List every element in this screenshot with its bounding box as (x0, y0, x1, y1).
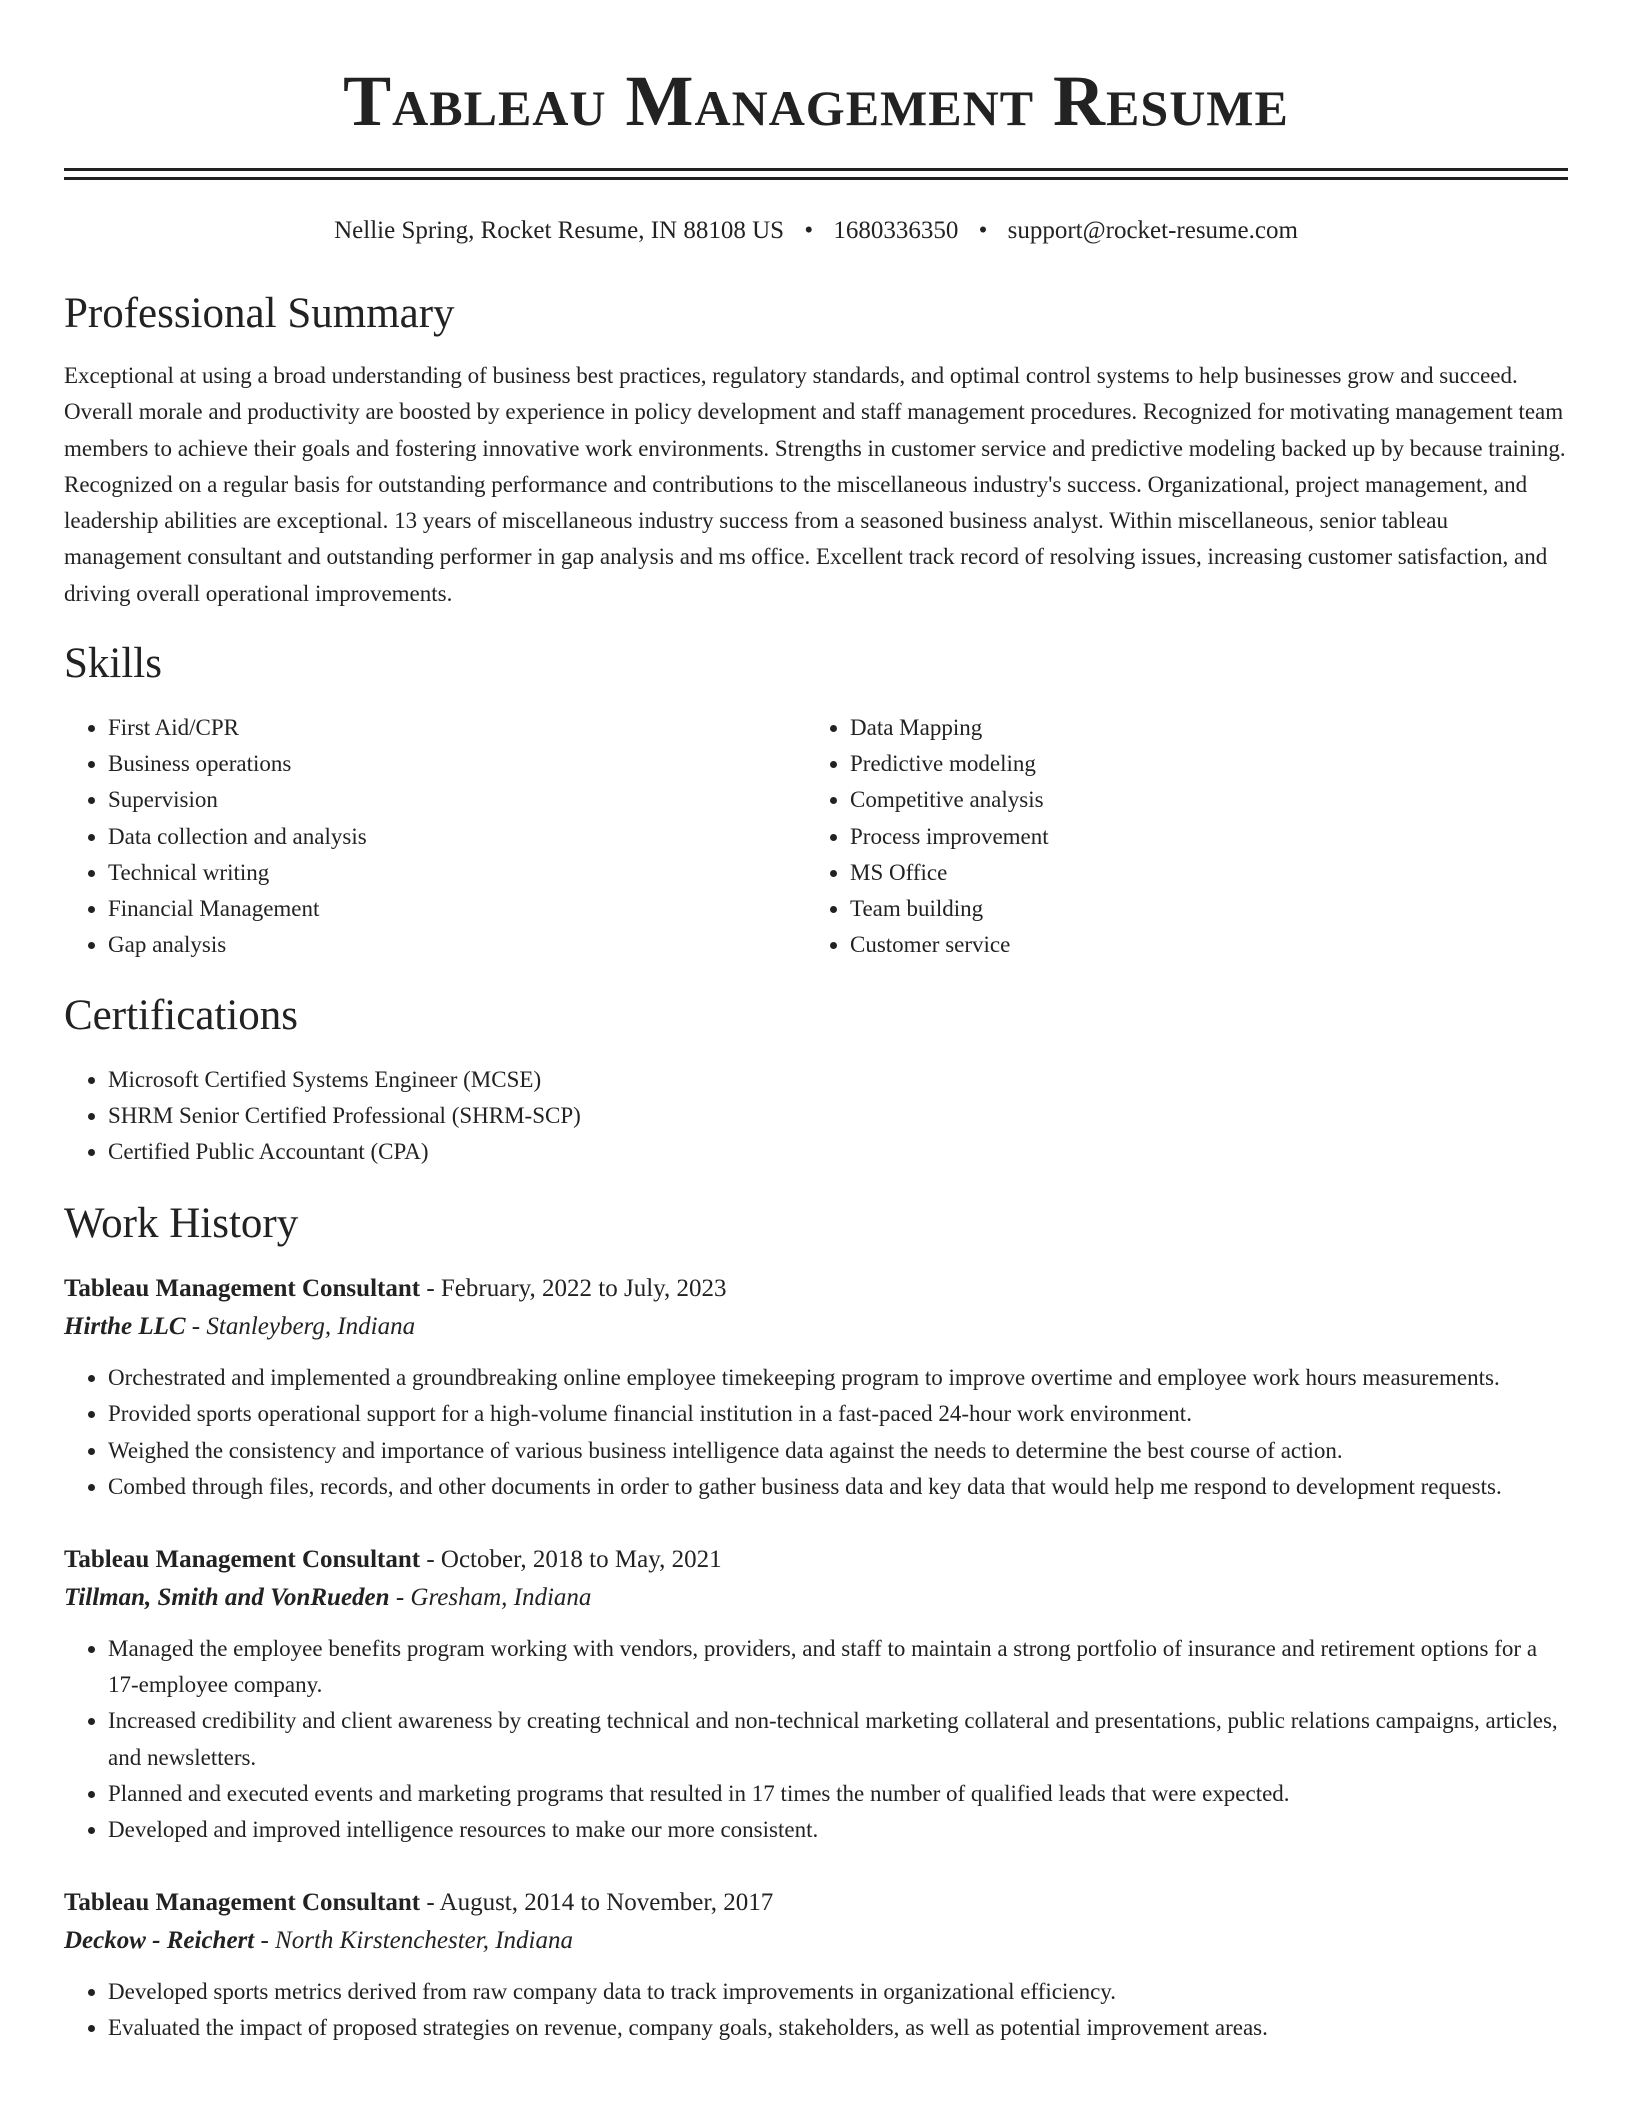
job-bullet: • Provided sports operational support for a high-volume financial institution in a fast-paced 24-hour work environment. (108, 1396, 1568, 1432)
job-bullet: • Developed and improved intelligence resources to make our more consistent. (108, 1812, 1568, 1848)
skill-item: • MS Office (850, 855, 1548, 891)
job-title-line (64, 1884, 1568, 1922)
job-entry (64, 1541, 1568, 1848)
job-bullet: • Weighed the consistency and importance of various business intelligence data against the needs to determine the best course of action. (108, 1433, 1568, 1469)
job-bullets (64, 1360, 1568, 1505)
job-title-line (64, 1541, 1568, 1579)
job-company-line (64, 1308, 1568, 1346)
skill-item: • Competitive analysis (850, 782, 1548, 818)
skills-list-left (64, 710, 806, 963)
job-title: Tableau Management Consultant (64, 1889, 421, 1917)
job-bullet: • Planned and executed events and marketing programs that resulted in 17 times the number of qualified leads that were expected. (108, 1776, 1568, 1812)
job-dates: - October, 2018 to May, 2021 (420, 1545, 722, 1573)
work-history-heading: Work History (64, 1200, 299, 1248)
contact-separator: • (804, 217, 814, 244)
contact-phone: 1680336350 (833, 217, 959, 244)
job-title: Tableau Management Consultant (64, 1545, 421, 1573)
job-bullet: • Combed through files, records, and other documents in order to gather business data and key data that would help me respond to development requests. (108, 1469, 1568, 1505)
resume-title: Tableau Management Resume (343, 61, 1289, 141)
job-title: Tableau Management Consultant (64, 1275, 421, 1303)
contact-line (64, 214, 1568, 248)
skill-item: • Technical writing (108, 855, 806, 891)
contact-address: Nellie Spring, Rocket Resume, IN 88108 US (334, 217, 785, 244)
job-company: Deckow - Reichert (64, 1927, 255, 1955)
skill-item: • Predictive modeling (850, 746, 1548, 782)
skill-item: • Customer service (850, 927, 1548, 963)
job-title-line (64, 1270, 1568, 1308)
job-bullets (64, 1631, 1568, 1848)
skill-item: • Business operations (108, 746, 806, 782)
job-entry (64, 1270, 1568, 1505)
certification-item: • Microsoft Certified Systems Engineer (MCSE) (108, 1062, 1568, 1098)
contact-email: support@rocket-resume.com (1007, 217, 1298, 244)
job-company: Hirthe LLC (64, 1313, 186, 1341)
job-bullet: • Developed sports metrics derived from raw company data to track improvements in organizational efficiency. (108, 1974, 1568, 2010)
certifications-heading: Certifications (64, 991, 299, 1039)
job-bullets (64, 1974, 1568, 2046)
contact-separator: • (978, 217, 988, 244)
skill-item: • Financial Management (108, 891, 806, 927)
skill-item: • First Aid/CPR (108, 710, 806, 746)
skill-item: • Data collection and analysis (108, 819, 806, 855)
job-bullet: • Evaluated the impact of proposed strategies on revenue, company goals, stakeholders, as well as potential improvement areas. (108, 2010, 1568, 2046)
job-company-line (64, 1579, 1568, 1617)
job-entry (64, 1884, 1568, 2046)
skill-item: • Process improvement (850, 819, 1548, 855)
certification-item: • Certified Public Accountant (CPA) (108, 1134, 1568, 1170)
skill-item: • Gap analysis (108, 927, 806, 963)
title-rule-top (64, 168, 1568, 171)
skills-list-right (806, 710, 1548, 963)
job-bullet: • Orchestrated and implemented a groundbreaking online employee timekeeping program to improve overtime and employee work hours measurements. (108, 1360, 1568, 1396)
skills-columns (64, 710, 1568, 963)
certification-item: • SHRM Senior Certified Professional (SHRM-SCP) (108, 1098, 1568, 1134)
job-company: Tillman, Smith and VonRueden (64, 1583, 390, 1611)
summary-text: Exceptional at using a broad understanding of business best practices, regulatory standards, and optimal control systems to help businesses grow and succeed. Overall morale and productivity are boosted by experience in policy development and staff management procedures. Recognized for motivating management team members to achieve their goals and fostering innovative work environments. Strengths in customer service and predictive modeling backed up by because training. Recognized on a regular basis for outstanding performance and contributions to the miscellaneous industry's success. Organizational, project management, and leadership abilities are exceptional. 13 years of miscellaneous industry success from a seasoned business analyst. Within miscellaneous, senior tableau management consultant and outstanding performer in gap analysis and ms office. Excellent track record of resolving issues, increasing customer satisfaction, and driving overall operational improvements. (64, 363, 1566, 606)
title-rule-bottom (64, 177, 1568, 180)
certifications-list (64, 1062, 1568, 1171)
job-bullet: • Increased credibility and client awareness by creating technical and non-technical marketing collateral and presentations, public relations campaigns, articles, and newsletters. (108, 1703, 1568, 1775)
job-bullet: • Managed the employee benefits program working with vendors, providers, and staff to maintain a strong portfolio of insurance and retirement options for a 17-employee company. (108, 1631, 1568, 1703)
job-location: - Stanleyberg, Indiana (185, 1313, 416, 1341)
job-dates: - August, 2014 to November, 2017 (420, 1889, 774, 1917)
summary-heading: Professional Summary (64, 290, 455, 337)
skill-item: • Data Mapping (850, 710, 1548, 746)
skill-item: • Supervision (108, 782, 806, 818)
skills-heading: Skills (64, 640, 162, 688)
job-location: - Gresham, Indiana (389, 1583, 592, 1611)
skill-item: • Team building (850, 891, 1548, 927)
job-company-line (64, 1922, 1568, 1960)
job-location: - North Kirstenchester, Indiana (254, 1927, 573, 1955)
job-dates: - February, 2022 to July, 2023 (420, 1275, 727, 1303)
